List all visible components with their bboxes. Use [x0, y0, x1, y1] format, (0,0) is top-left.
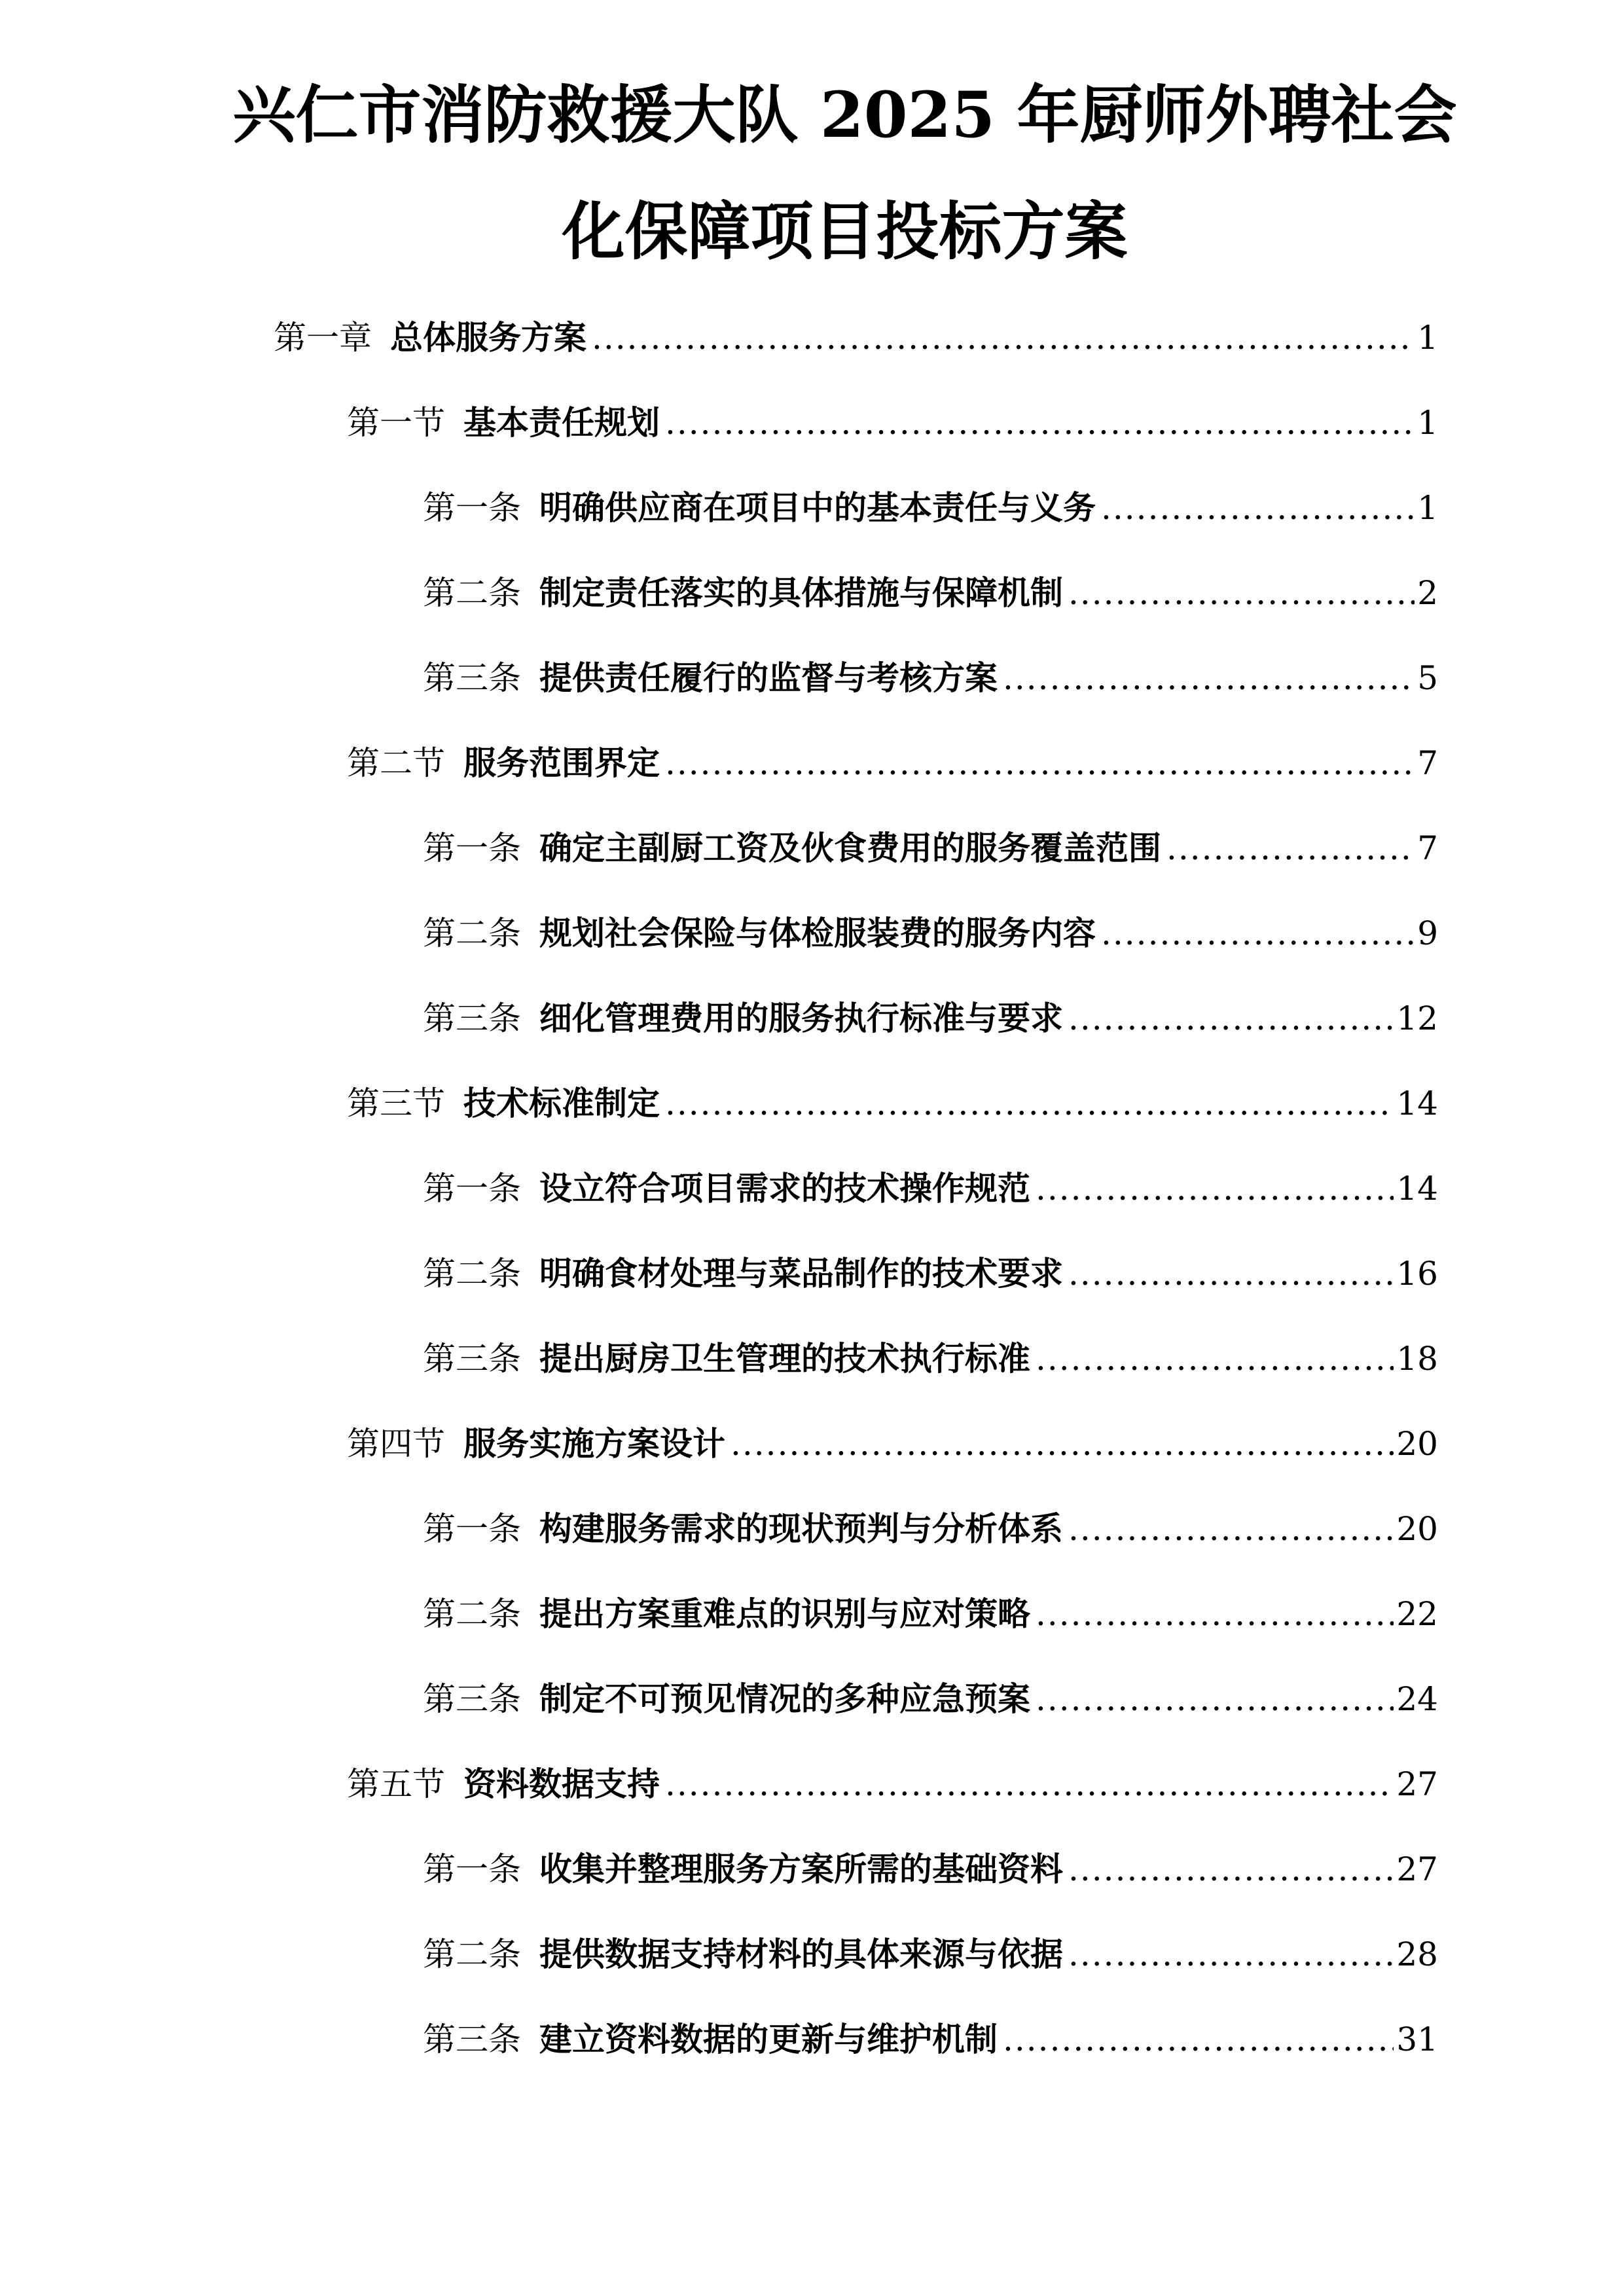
toc-page-number: 1 [1417, 319, 1438, 357]
toc-entry-level-3[interactable] [423, 658, 1438, 698]
toc-entry-level-2[interactable] [347, 1424, 1438, 1463]
toc-page-number: 18 [1396, 1340, 1438, 1378]
toc-entry-number: 第二条 [423, 1935, 521, 1973]
toc-entry-number: 第二条 [423, 574, 521, 612]
toc-entry-number: 第二条 [423, 1255, 521, 1293]
toc-page-number: 28 [1396, 1935, 1438, 1973]
toc-entry-number: 第五节 [347, 1765, 445, 1803]
document-title-line-1: 兴仁市消防救援大队 2025 年厨师外聘社会 [232, 78, 1457, 152]
toc-dot-leader [1036, 1679, 1394, 1719]
toc-page-number: 14 [1396, 1085, 1438, 1122]
toc-dot-leader [1036, 1169, 1394, 1208]
toc-entry-title: 规划社会保险与体检服装费的服务内容 [539, 914, 1096, 952]
toc-entry-title: 建立资料数据的更新与维护机制 [539, 2020, 998, 2058]
toc-entry-level-2[interactable] [347, 1765, 1438, 1804]
toc-entry-level-2[interactable] [347, 744, 1438, 783]
toc-entry-title: 资料数据支持 [463, 1765, 660, 1803]
toc-entry-title: 服务实施方案设计 [463, 1424, 725, 1463]
toc-entry-title: 服务范围界定 [463, 744, 660, 782]
toc-dot-leader [731, 1424, 1394, 1463]
toc-entry-level-3[interactable] [423, 999, 1438, 1038]
toc-entry-level-2[interactable] [347, 403, 1438, 442]
toc-page-number: 31 [1396, 2020, 1438, 2058]
toc-entry-number: 第一条 [423, 829, 521, 867]
toc-entry-number: 第一条 [423, 489, 521, 527]
toc-dot-leader [665, 1765, 1394, 1804]
toc-dot-leader [1166, 829, 1415, 868]
toc-dot-leader [1101, 488, 1415, 528]
toc-page-number: 20 [1396, 1510, 1438, 1548]
toc-page-number: 16 [1396, 1255, 1438, 1293]
toc-page-number: 7 [1417, 744, 1438, 782]
toc-entry-number: 第三条 [423, 1680, 521, 1718]
toc-page-number: 27 [1396, 1850, 1438, 1888]
toc-page-number: 2 [1417, 574, 1438, 612]
toc-entry-number: 第一条 [423, 1850, 521, 1888]
toc-page-number: 1 [1417, 489, 1438, 527]
toc-page-number: 20 [1396, 1425, 1438, 1463]
toc-entry-level-3[interactable] [423, 1339, 1438, 1378]
toc-entry-level-3[interactable] [423, 2020, 1438, 2059]
toc-entry-level-3[interactable] [423, 573, 1438, 613]
toc-entry-level-3[interactable] [423, 1679, 1438, 1719]
toc-entry-level-3[interactable] [423, 1935, 1438, 1974]
toc-entry-number: 第一章 [274, 319, 372, 357]
toc-entry-number: 第一条 [423, 1510, 521, 1548]
toc-entry-number: 第三条 [423, 999, 521, 1037]
toc-dot-leader [1068, 1509, 1394, 1549]
toc-page-number: 27 [1396, 1765, 1438, 1803]
toc-entry-title: 制定责任落实的具体措施与保障机制 [539, 573, 1063, 612]
toc-entry-level-3[interactable] [423, 914, 1438, 953]
toc-entry-number: 第三条 [423, 659, 521, 697]
toc-entry-number: 第三节 [347, 1085, 445, 1122]
toc-entry-level-3[interactable] [423, 1509, 1438, 1549]
toc-entry-level-3[interactable] [423, 1169, 1438, 1208]
toc-entry-title: 提出厨房卫生管理的技术执行标准 [539, 1339, 1030, 1378]
toc-entry-level-1[interactable] [274, 318, 1438, 357]
toc-entry-level-3[interactable] [423, 829, 1438, 868]
toc-page-number: 9 [1417, 914, 1438, 952]
toc-dot-leader [1068, 1935, 1394, 1974]
toc-dot-leader [1068, 1254, 1394, 1293]
toc-dot-leader [1036, 1339, 1394, 1378]
toc-entry-level-3[interactable] [423, 1254, 1438, 1293]
toc-entry-level-3[interactable] [423, 1594, 1438, 1634]
toc-entry-title: 制定不可预见情况的多种应急预案 [539, 1679, 1030, 1718]
toc-entry-level-3[interactable] [423, 1850, 1438, 1889]
toc-page-number: 14 [1396, 1170, 1438, 1208]
toc-entry-number: 第二条 [423, 914, 521, 952]
toc-page-number: 24 [1396, 1680, 1438, 1718]
toc-page-number: 5 [1417, 659, 1438, 697]
toc-entry-title: 提供责任履行的监督与考核方案 [539, 658, 998, 697]
toc-page-number: 12 [1396, 999, 1438, 1037]
toc-dot-leader [1068, 999, 1394, 1038]
toc-dot-leader [1003, 658, 1415, 698]
toc-page-number: 22 [1396, 1595, 1438, 1633]
toc-dot-leader [1036, 1594, 1394, 1634]
toc-dot-leader [592, 318, 1415, 357]
toc-entry-number: 第一节 [347, 404, 445, 442]
toc-entry-title: 构建服务需求的现状预判与分析体系 [539, 1509, 1063, 1548]
toc-entry-number: 第一条 [423, 1170, 521, 1208]
toc-entry-title: 明确供应商在项目中的基本责任与义务 [539, 488, 1096, 527]
toc-entry-number: 第二条 [423, 1595, 521, 1633]
toc-entry-level-3[interactable] [423, 488, 1438, 528]
toc-entry-title: 确定主副厨工资及伙食费用的服务覆盖范围 [539, 829, 1161, 867]
toc-entry-title: 总体服务方案 [390, 318, 586, 357]
toc-dot-leader [665, 403, 1415, 442]
toc-entry-title: 提供数据支持材料的具体来源与依据 [539, 1935, 1063, 1973]
toc-entry-level-2[interactable] [347, 1084, 1438, 1123]
toc-entry-title: 设立符合项目需求的技术操作规范 [539, 1169, 1030, 1208]
toc-entry-title: 基本责任规划 [463, 403, 660, 442]
toc-dot-leader [1068, 1850, 1394, 1889]
document-title-line-2: 化保障项目投标方案 [562, 194, 1128, 268]
toc-entry-number: 第三条 [423, 1340, 521, 1378]
toc-entry-title: 技术标准制定 [463, 1084, 660, 1122]
toc-dot-leader [1101, 914, 1415, 953]
toc-dot-leader [665, 1084, 1394, 1123]
toc-entry-title: 明确食材处理与菜品制作的技术要求 [539, 1254, 1063, 1293]
toc-dot-leader [1003, 2020, 1394, 2059]
toc-dot-leader [1068, 573, 1415, 613]
toc-entry-title: 提出方案重难点的识别与应对策略 [539, 1594, 1030, 1633]
toc-page-number: 1 [1417, 404, 1438, 442]
toc-page-number: 7 [1417, 829, 1438, 867]
toc-entry-number: 第三条 [423, 2020, 521, 2058]
toc-entry-number: 第二节 [347, 744, 445, 782]
toc-dot-leader [665, 744, 1415, 783]
toc-entry-number: 第四节 [347, 1425, 445, 1463]
toc-entry-title: 收集并整理服务方案所需的基础资料 [539, 1850, 1063, 1888]
toc-entry-title: 细化管理费用的服务执行标准与要求 [539, 999, 1063, 1037]
